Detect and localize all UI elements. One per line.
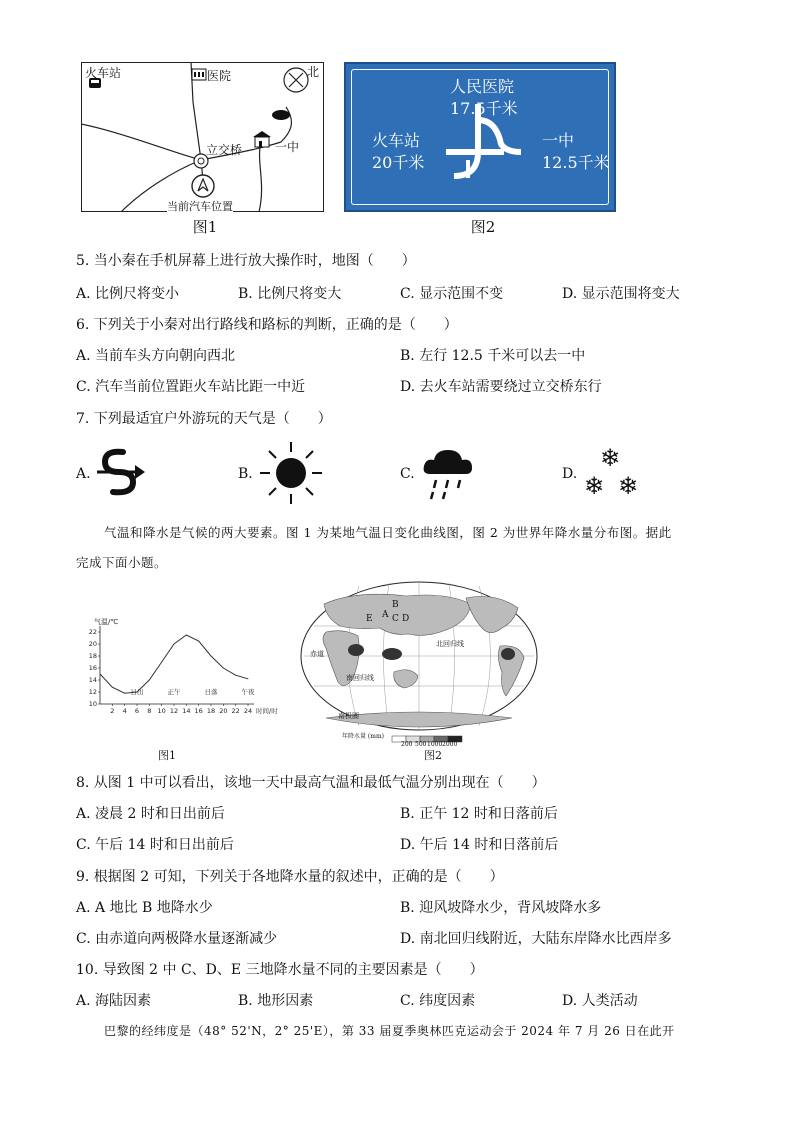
temperature-point [198,641,199,642]
question-9-option-d[interactable]: D. 南北回归线附近，大陆东岸降水比西岸多 [400,931,672,947]
question-7-stem: 7. 下列最适宜户外游玩的天气是（ ） [76,411,332,427]
x-tick-label: 18 [206,707,216,715]
question-5-stem: 5. 当小秦在手机屏幕上进行放大操作时，地图（ ） [76,253,416,269]
map-label-d: D [402,614,410,624]
question-10-option-d[interactable]: D. 人类活动 [562,993,638,1009]
lake-icon [272,110,290,120]
question-8-option-d[interactable]: D. 午后 14 时和日落前后 [400,837,559,853]
map-label-equator: 赤道 [310,650,324,658]
question-9-option-c[interactable]: C. 由赤道向两极降水量逐渐减少 [76,931,278,947]
x-tick-label: 6 [134,707,140,715]
sunrise-label: 日出 [130,688,144,696]
question-8-stem: 8. 从图 1 中可以看出，该地一天中最高气温和最低气温分别出现在（ ） [76,775,546,791]
legend-title: 年降水量 (mm) [342,733,384,740]
temperature-chart-svg [80,618,290,718]
x-tick-label: 14 [182,707,191,715]
temperature-point [235,675,236,676]
question-6-option-b[interactable]: B. 左行 12.5 千米可以去一中 [400,348,586,364]
x-tick-label: 2 [110,707,115,715]
y-tick-label: 18 [88,652,97,660]
temperature-point [186,635,187,636]
sunset-label: 日落 [204,688,218,696]
question-7-option-a[interactable]: A. [76,466,91,482]
question-10-option-a[interactable]: A. 海陆因素 [76,993,152,1009]
noon-label: 正午 [167,688,181,696]
x-tick-label: 16 [194,707,203,715]
x-tick-label: 20 [219,707,228,715]
y-tick-label: 10 [88,700,97,708]
temperature-chart [80,618,290,718]
question-10-option-c[interactable]: C. 纬度因素 [400,993,476,1009]
y-axis-title: 气温/℃ [94,618,119,626]
route-map [81,62,324,212]
passage-climate-line-1: 气温和降水是气候的两大要素。图 1 为某地气温日变化曲线图，图 2 为世界年降水量分布图。据此 [104,525,672,540]
question-10-stem: 10. 导致图 2 中 C、D、E 三地降水量不同的主要因素是（ ） [76,962,484,978]
question-6-option-c[interactable]: C. 汽车当前位置距火车站比距一中近 [76,379,306,395]
hospital-icon [192,69,206,80]
question-6-stem: 6. 下列关于小秦对出行路线和路标的判断，正确的是（ ） [76,317,458,333]
temperature-point [149,680,150,681]
map-label-bridge: 立交桥 [206,143,243,157]
figure-2-road-sign [344,62,616,212]
midnight-label: 午夜 [241,688,255,696]
question-5-option-b[interactable]: B. 比例尺将变大 [238,286,342,302]
temperature-point [124,693,125,694]
world-precipitation-map [296,578,542,748]
map-label-car: 当前汽车位置 [167,200,233,213]
wind-icon [95,446,151,498]
question-6-option-d[interactable]: D. 去火车站需要绕过立交桥东行 [400,379,602,395]
sun-icon [258,440,324,506]
question-5-option-a[interactable]: A. 比例尺将变小 [76,286,180,302]
sign-station-distance: 20千米 [372,153,425,172]
temperature-point [174,644,175,645]
temperature-chart-caption: 图1 [158,749,176,762]
y-tick-label: 20 [88,640,97,648]
sign-hospital-distance: 17.5千米 [450,99,518,118]
y-tick-label: 12 [88,688,97,696]
x-axis-title: 时间/时 [256,707,278,715]
temperature-point [248,678,249,679]
map-label-antarctic: 南极圈 [338,712,359,720]
x-tick-label: 4 [122,707,127,715]
question-8-option-b[interactable]: B. 正午 12 时和日落前后 [400,806,558,822]
temperature-point [100,674,101,675]
passage-climate-line-2: 完成下面小题。 [76,555,168,570]
map-label-e: E [366,614,373,624]
legend-tick-1000: 1000 [427,741,443,748]
map-label-a: A [382,610,389,620]
x-tick-label: 10 [157,707,166,715]
y-tick-label: 22 [88,628,97,636]
x-tick-label: 22 [231,707,240,715]
y-tick-label: 16 [88,664,97,672]
map-label-cancer: 北回归线 [436,640,464,648]
question-9-option-a[interactable]: A. A 地比 B 地降水少 [76,900,213,916]
temperature-point [211,656,212,657]
map-label-school: 一中 [275,140,300,154]
y-tick-label: 14 [88,676,97,684]
question-9-option-b[interactable]: B. 迎风坡降水少，背风坡降水多 [400,900,602,916]
sign-school: 一中 [542,131,575,150]
sign-hospital: 人民医院 [450,77,515,96]
world-map-caption: 图2 [424,749,442,762]
x-tick-label: 24 [243,707,253,715]
question-8-option-c[interactable]: C. 午后 14 时和日出前后 [76,837,234,853]
snow-icon: ❄ ❄ ❄ [584,444,639,500]
map-label-hospital: 医院 [207,69,232,83]
legend-tick-2000: 2000 [442,741,458,748]
sign-school-distance: 12.5千米 [542,153,610,172]
question-5-option-c[interactable]: C. 显示范围不变 [400,286,504,302]
temperature-point [223,668,224,669]
figure-2-caption: 图2 [470,218,496,236]
map-label-north: 北 [307,65,320,79]
sign-station: 火车站 [372,131,421,150]
temperature-point [112,687,113,688]
legend-tick-500: 500 [415,741,427,748]
passage-paris-line-1: 巴黎的经纬度是（48° 52'N，2° 25'E），第 33 届夏季奥林匹克运动会于 2024 年 7 月 26 日在此开 [104,1024,675,1038]
question-8-option-a[interactable]: A. 凌晨 2 时和日出前后 [76,806,225,822]
figure-1-caption: 图1 [192,218,218,236]
question-6-option-a[interactable]: A. 当前车头方向朝向西北 [76,348,236,364]
x-tick-label: 12 [169,707,179,715]
question-7-option-b[interactable]: B. [238,466,253,482]
question-7-option-d[interactable]: D. [562,466,578,482]
temperature-point [161,662,162,663]
map-label-c: C [392,614,399,624]
map-label-station: 火车站 [85,66,122,80]
question-10-option-b[interactable]: B. 地形因素 [238,993,314,1009]
rain-cloud-icon [420,444,476,502]
question-7-option-c[interactable]: C. [400,466,415,482]
figure-1-map [81,62,324,212]
legend-tick-200: 200 [401,741,413,748]
map-label-capricorn: 南回归线 [346,674,374,682]
question-5-option-d[interactable]: D. 显示范围将变大 [562,286,680,302]
question-9-stem: 9. 根据图 2 可知，下列关于各地降水量的叙述中，正确的是（ ） [76,869,504,885]
map-label-b: B [392,600,399,610]
x-tick-label: 8 [147,707,152,715]
world-map-svg [296,578,542,748]
